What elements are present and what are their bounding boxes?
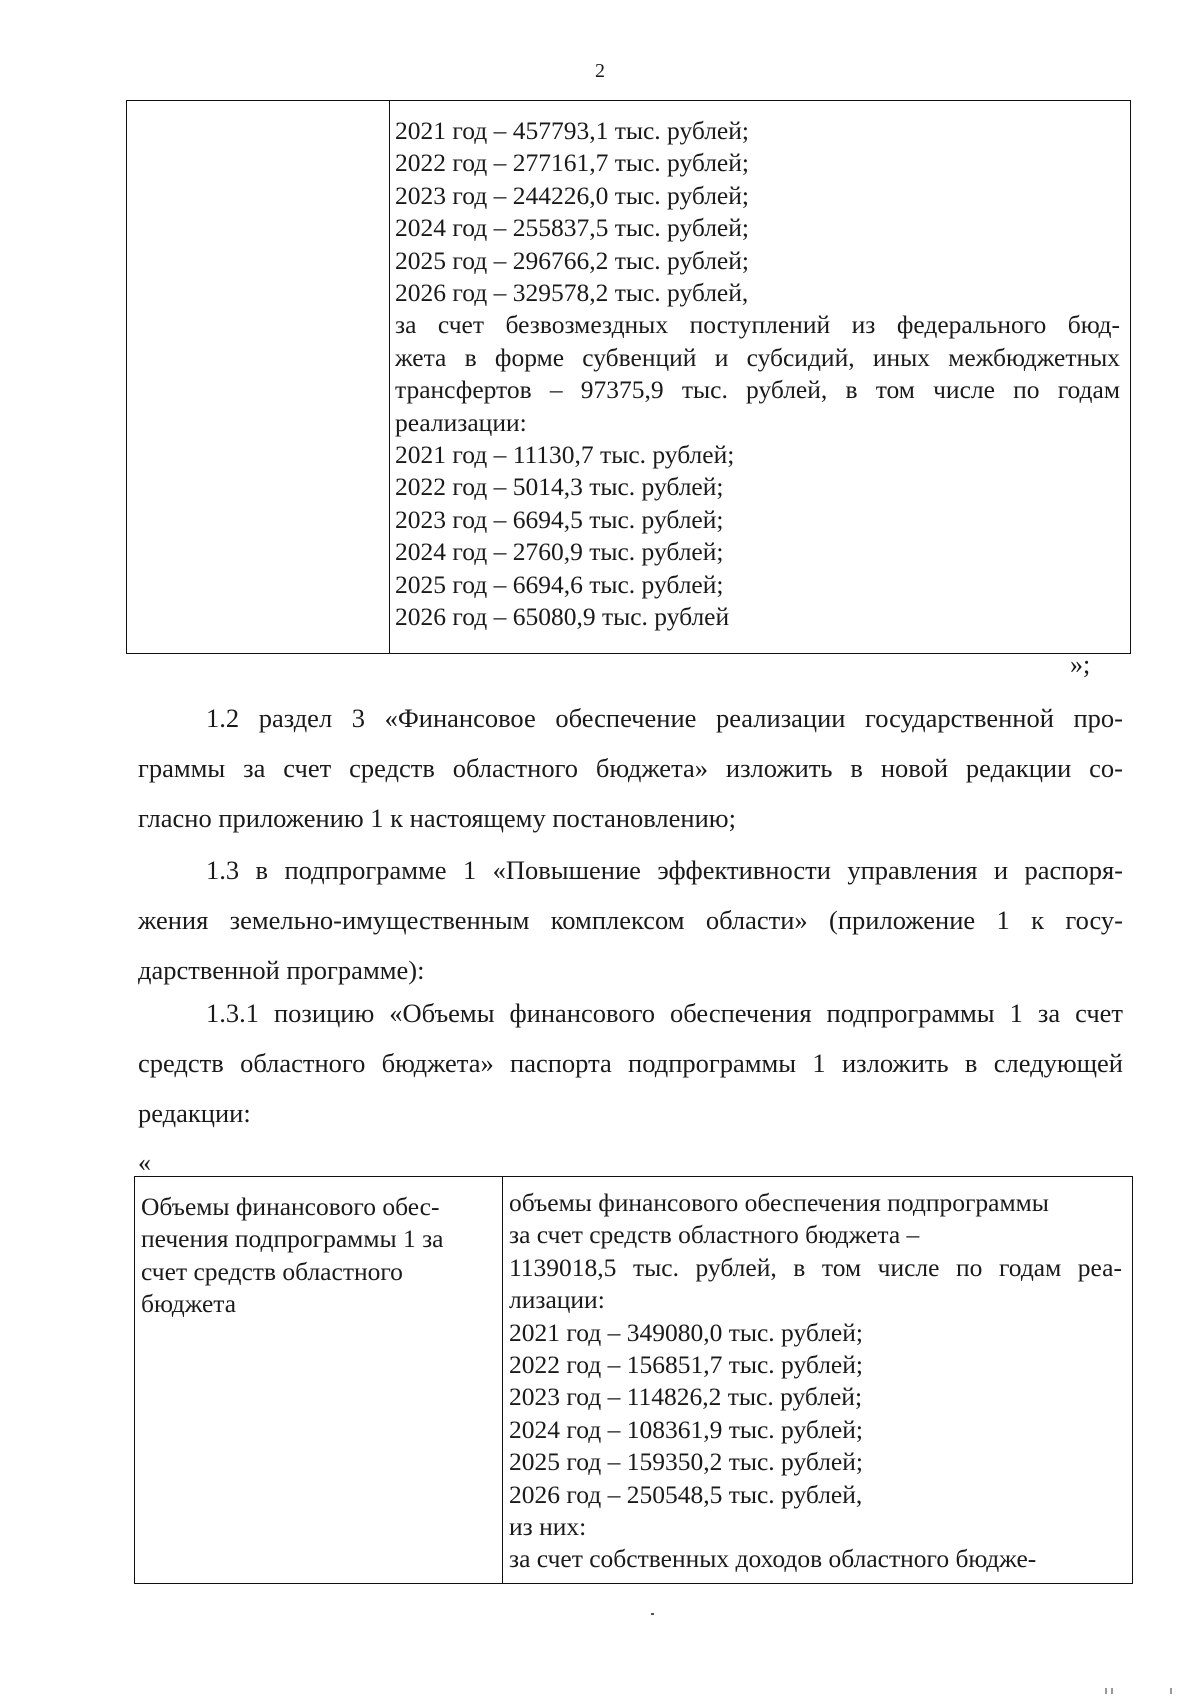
page-number: 2: [595, 60, 605, 82]
label-line: печения подпрограммы 1 за: [141, 1224, 444, 1254]
paragraph-1-3: [138, 845, 1123, 995]
label-line: Объемы финансового обес-: [141, 1192, 440, 1221]
subprogram-funding-label-cell: [135, 1177, 503, 1583]
federal-year-line: 2026 год – 65080,9 тыс. рублей: [395, 602, 730, 632]
value-line: 2021 год – 349080,0 тыс. рублей;: [509, 1317, 863, 1347]
federal-year-line: 2021 год – 11130,7 тыс. рублей;: [395, 440, 735, 470]
label-line: бюджета: [141, 1289, 237, 1319]
paragraph-line: дарственной программе):: [138, 955, 425, 985]
subprogram-funding-table: [134, 1176, 1133, 1584]
continuation-table: [126, 100, 1131, 654]
value-line: объемы финансового обеспечения подпрограммы: [509, 1188, 1049, 1217]
value-line: за счет средств областного бюджета –: [509, 1220, 920, 1250]
paragraph-1-3-1: [138, 988, 1123, 1138]
paragraph-line: 1.3.1 позицию «Объемы финансового обеспечения подпрограммы 1 за счет: [206, 998, 1123, 1028]
paragraph-line: редакции:: [138, 1098, 251, 1128]
paragraph-line: средств областного бюджета» паспорта подпрограммы 1 изложить в следующей: [138, 1048, 1123, 1078]
scan-mark: [1170, 1688, 1172, 1694]
value-line: за счет собственных доходов областного бюдже-: [509, 1544, 1037, 1574]
funding-line: 2022 год – 277161,7 тыс. рублей;: [395, 148, 749, 178]
funding-line: 2023 год – 244226,0 тыс. рублей;: [395, 180, 749, 210]
value-line: из них:: [509, 1512, 587, 1542]
funding-line: 2024 год – 255837,5 тыс. рублей;: [395, 213, 749, 243]
value-line: лизации:: [509, 1285, 605, 1315]
federal-year-line: 2023 год – 6694,5 тыс. рублей;: [395, 504, 724, 534]
value-line: 2024 год – 108361,9 тыс. рублей;: [509, 1414, 863, 1444]
federal-text-line: трансфертов – 97375,9 тыс. рублей, в том числе по годам: [395, 375, 1120, 405]
federal-text-line: жета в форме субвенций и субсидий, иных межбюджетных: [395, 342, 1120, 372]
opening-quote: «: [138, 1148, 151, 1177]
scan-mark: [1105, 1688, 1107, 1694]
label-line: счет средств областного: [141, 1256, 403, 1286]
continuation-table-left-cell: [127, 101, 390, 653]
paragraph-line: граммы за счет средств областного бюджета» изложить в новой редакции со-: [138, 753, 1123, 783]
paragraph-line: гласно приложению 1 к настоящему постановлению;: [138, 803, 736, 833]
funding-line: 2021 год – 457793,1 тыс. рублей;: [395, 116, 749, 145]
paragraph-line: 1.2 раздел 3 «Финансовое обеспечение реализации государственной про-: [206, 703, 1123, 733]
funding-line: 2026 год – 329578,2 тыс. рублей,: [395, 278, 749, 308]
scan-mark: [1111, 1688, 1113, 1694]
paragraph-1-2: [138, 693, 1123, 843]
paragraph-line: 1.3 в подпрограмме 1 «Повышение эффективности управления и распоря-: [206, 855, 1123, 885]
funding-line: 2025 год – 296766,2 тыс. рублей;: [395, 245, 749, 275]
subprogram-funding-value-cell: [509, 1187, 1122, 1576]
value-line: 1139018,5 тыс. рублей, в том числе по годам реа-: [509, 1252, 1122, 1282]
value-line: 2022 год – 156851,7 тыс. рублей;: [509, 1350, 863, 1380]
federal-year-line: 2025 год – 6694,6 тыс. рублей;: [395, 569, 724, 599]
value-line: 2023 год – 114826,2 тыс. рублей;: [509, 1382, 863, 1412]
paragraph-line: жения земельно-имущественным комплексом области» (приложение 1 к госу-: [138, 905, 1123, 935]
federal-text-line: реализации:: [395, 407, 527, 437]
federal-year-line: 2024 год – 2760,9 тыс. рублей;: [395, 537, 724, 567]
continuation-table-right-cell: [395, 115, 1120, 634]
value-line: 2026 год – 250548,5 тыс. рублей,: [509, 1479, 863, 1509]
federal-year-line: 2022 год – 5014,3 тыс. рублей;: [395, 472, 724, 502]
closing-quote: »;: [1070, 650, 1091, 679]
value-line: 2025 год – 159350,2 тыс. рублей;: [509, 1447, 863, 1477]
scan-speck: [651, 1613, 654, 1615]
federal-text-line: за счет безвозмездных поступлений из федерального бюд-: [395, 310, 1120, 340]
